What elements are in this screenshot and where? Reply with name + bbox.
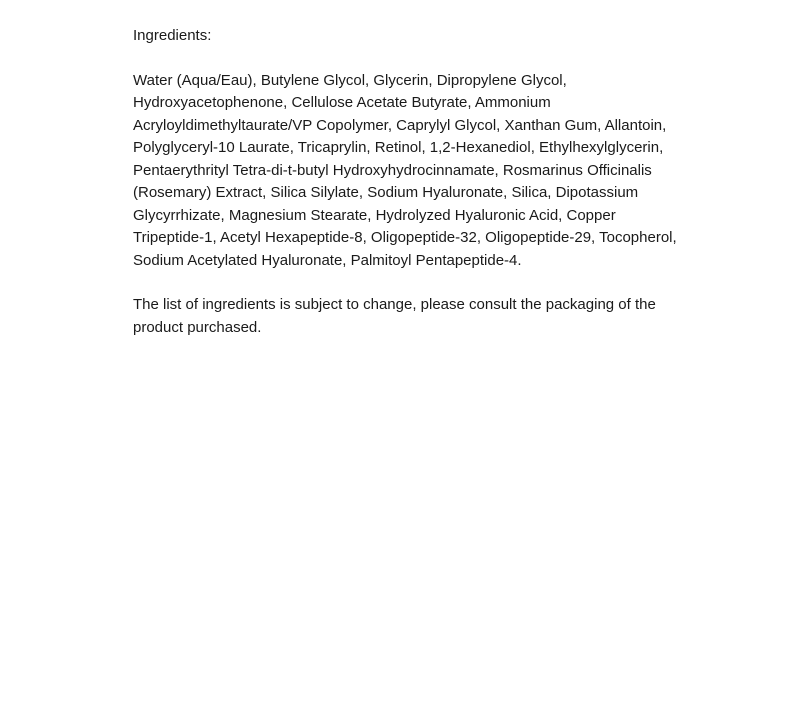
ingredients-heading: Ingredients: <box>133 27 212 44</box>
ingredients-list: Water (Aqua/Eau), Butylene Glycol, Glycerin, Dipropylene Glycol, Hydroxyacetophenone, Cellulose Acetate Butyrate, Ammonium Acryloyldimethyltaurate/VP Copolymer, Caprylyl Glycol, Xanthan Gum, Allantoin, Polyglyceryl-10 Laurate, Tricaprylin, Retinol, 1,2-Hexanediol, Ethylhexylglycerin, Pentaerythrityl Tetra-di-t-butyl Hydroxyhydrocinnamate, Rosmarinus Officinalis (Rosemary) Extract, Silica Silylate, Sodium Hyaluronate, Silica, Dipotassium Glycyrrhizate, Magnesium Stearate, Hydrolyzed Hyaluronic Acid, Copper Tripeptide-1, Acetyl Hexapeptide-8, Oligopeptide-32, Oligopeptide-29, Tocopherol, Sodium Acetylated Hyaluronate, Palmitoyl Pentapeptide-4. <box>133 71 677 269</box>
disclaimer-text: The list of ingredients is subject to change, please consult the packaging of the product purchased. <box>133 296 656 336</box>
document-body <box>133 25 678 339</box>
